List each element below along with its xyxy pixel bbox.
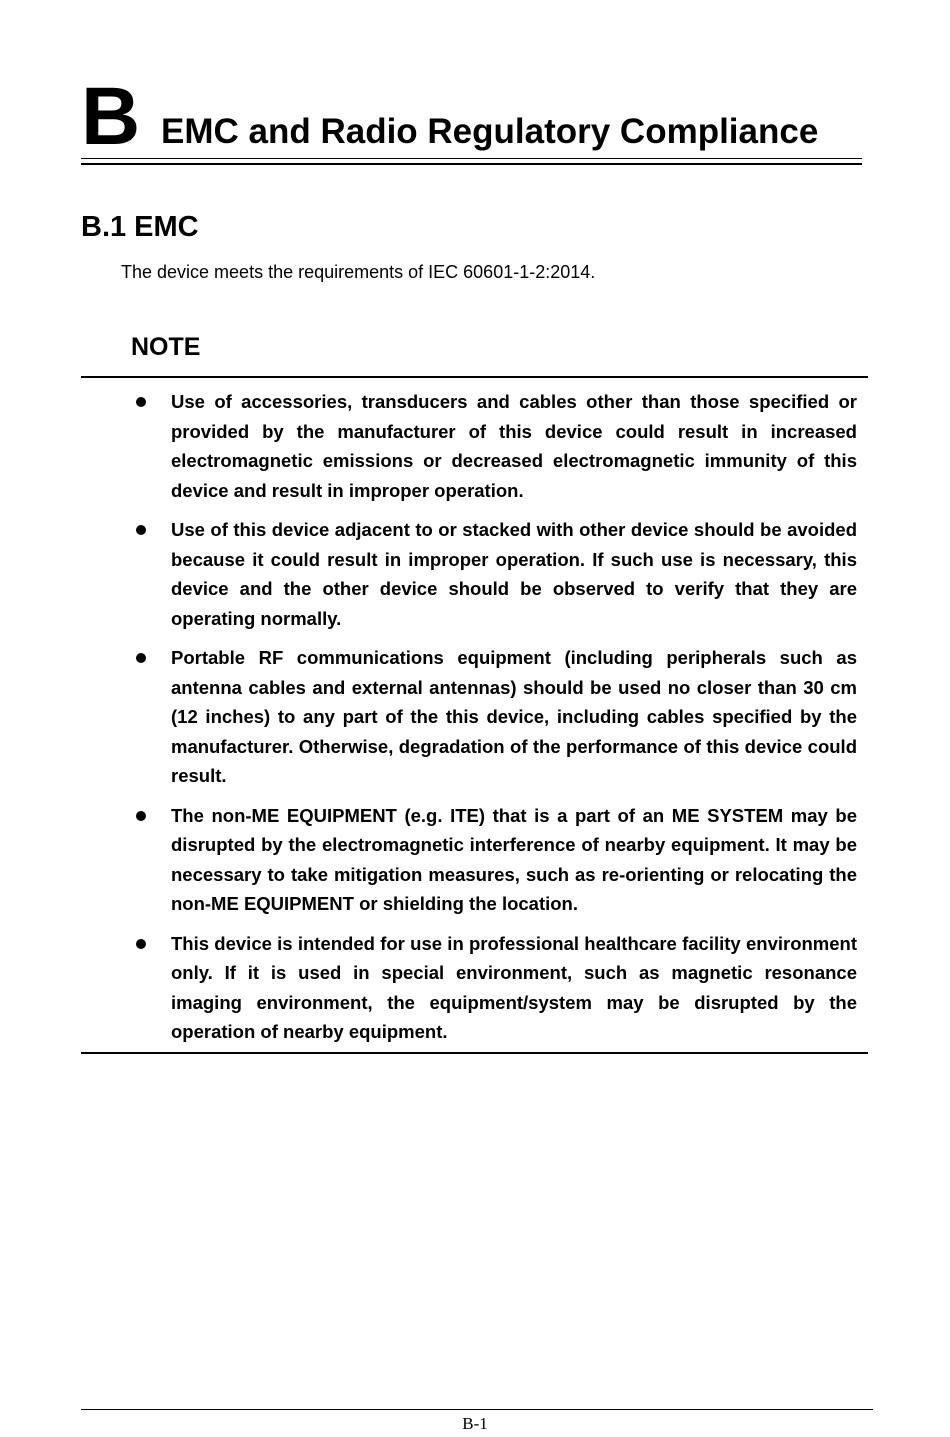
note-item <box>81 515 868 633</box>
chapter-title: EMC and Radio Regulatory Compliance <box>161 112 819 151</box>
footer-divider <box>81 1409 873 1410</box>
note-item <box>81 387 868 505</box>
bullet-icon <box>136 811 146 821</box>
bullet-icon <box>136 397 146 407</box>
section-intro: The device meets the requirements of IEC 60601-1-2:2014. <box>121 262 596 282</box>
chapter-header <box>81 71 861 162</box>
chapter-divider <box>81 158 862 165</box>
section-heading: B.1 EMC <box>81 211 199 243</box>
note-label: NOTE <box>131 333 201 361</box>
note-bottom-divider <box>81 1052 868 1054</box>
note-item-text: Portable RF communications equipment (including peripherals such as antenna cables and external antennas) should be used no closer than 30 cm (12 inches) to any part of the this device, including cables specified by the manufacturer. Otherwise, degradation of the performance of this device could result. <box>171 647 857 786</box>
note-item <box>81 801 868 919</box>
note-item-text: Use of accessories, transducers and cables other than those specified or provided by the manufacturer of this device could result in increased electromagnetic emissions or decreased electromagnetic immunity of this device and result in improper operation. <box>171 391 857 501</box>
note-item-text: Use of this device adjacent to or stacked with other device should be avoided because it could result in improper operation. If such use is necessary, this device and the other device should be observed to verify that they are operating normally. <box>171 519 857 629</box>
bullet-icon <box>136 653 146 663</box>
note-item-text: The non-ME EQUIPMENT (e.g. ITE) that is a part of an ME SYSTEM may be disrupted by the electromagnetic interference of nearby equipment. It may be necessary to take mitigation measures, such as re-orienting or relocating the non-ME EQUIPMENT or shielding the location. <box>171 804 857 914</box>
note-list <box>81 387 868 1057</box>
note-top-divider <box>81 376 868 378</box>
page-number: B-1 <box>462 1414 488 1433</box>
chapter-letter: B <box>81 71 141 162</box>
note-item <box>81 929 868 1047</box>
bullet-icon <box>136 939 146 949</box>
note-item <box>81 643 868 791</box>
bullet-icon <box>136 525 146 535</box>
note-item-text: This device is intended for use in professional healthcare facility environment only. If it is used in special environment, such as magnetic resonance imaging environment, the equipment/system may be disrupted by the operation of nearby equipment. <box>171 932 857 1042</box>
